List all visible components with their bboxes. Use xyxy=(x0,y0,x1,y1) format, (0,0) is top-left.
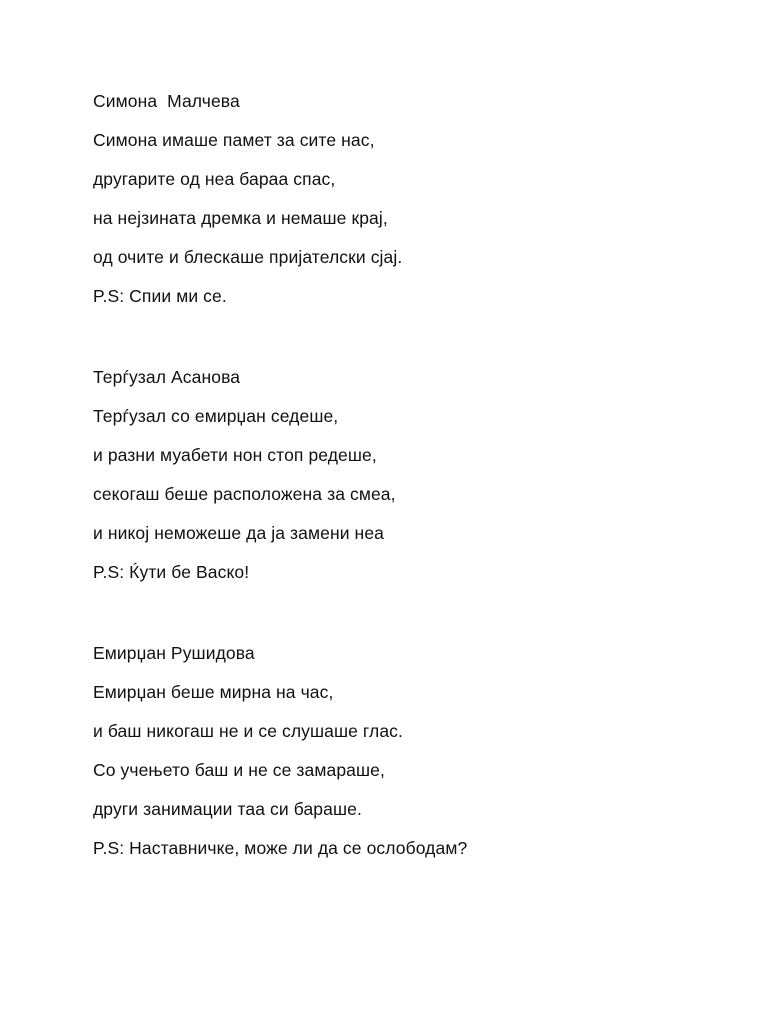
poem-title: Симона Малчева xyxy=(93,91,240,111)
poem-postscript: P.S: Ќути бе Васко! xyxy=(93,562,250,582)
poem-tergjuzal xyxy=(93,364,693,598)
poem-simona xyxy=(93,88,693,322)
poem-line: од очите и блескаше пријателски сјај. xyxy=(93,247,403,267)
poem-emirdzan xyxy=(93,640,693,874)
poem-title: Емирџан Рушидова xyxy=(93,643,255,663)
poem-line: и баш никогаш не и се слушаше глас. xyxy=(93,721,403,741)
poem-line: и никој неможеше да ја замени неа xyxy=(93,523,384,543)
poem-line: и разни муабети нон стоп редеше, xyxy=(93,445,377,465)
poem-line: Со учењето баш и не се замараше, xyxy=(93,760,385,780)
poem-line: другарите од неа бараа спас, xyxy=(93,169,336,189)
poem-postscript: P.S: Спии ми се. xyxy=(93,286,227,306)
poem-postscript: P.S: Наставничке, може ли да се ослободам? xyxy=(93,838,468,858)
poem-line: Емирџан беше мирна на час, xyxy=(93,682,334,702)
poem-line: Симона имаше памет за сите нас, xyxy=(93,130,375,150)
poem-line: на нејзината дремка и немаше крај, xyxy=(93,208,388,228)
poem-line: секогаш беше расположена за смеа, xyxy=(93,484,396,504)
poem-line: Терѓузал со емирџан седеше, xyxy=(93,406,339,426)
poem-title: Терѓузал Асанова xyxy=(93,367,241,387)
poem-line: други занимации таа си бараше. xyxy=(93,799,362,819)
